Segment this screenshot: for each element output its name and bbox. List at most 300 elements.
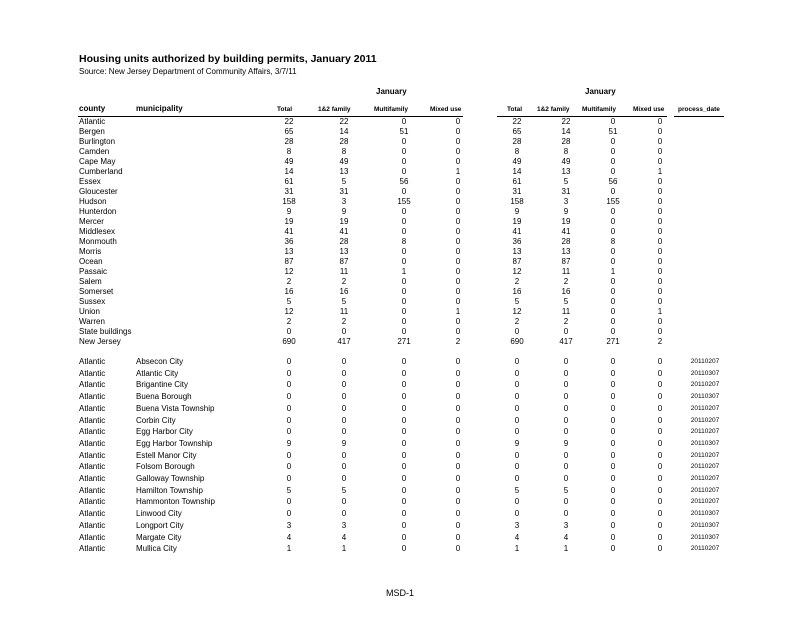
value-cell: 0 xyxy=(401,327,407,336)
value-cell: 0 xyxy=(657,327,663,336)
value-cell: 2 xyxy=(514,317,520,326)
group-label-january-1: January xyxy=(376,87,407,96)
header-multifamily-2: Multifamily xyxy=(582,106,616,113)
value-cell: 41 xyxy=(512,227,522,236)
header-total-1: Total xyxy=(277,106,293,113)
value-cell: 0 xyxy=(401,450,407,460)
value-cell: 690 xyxy=(510,337,524,346)
process-date: 20110307 xyxy=(690,439,720,447)
value-cell: 0 xyxy=(341,450,347,460)
value-cell: 0 xyxy=(455,368,461,378)
value-cell: 0 xyxy=(401,257,407,266)
value-cell: 0 xyxy=(455,127,461,136)
value-cell: 12 xyxy=(512,307,522,316)
value-cell: 8 xyxy=(514,147,520,156)
value-cell: 0 xyxy=(455,532,461,542)
county-name: Atlantic xyxy=(79,117,106,126)
county-name: Camden xyxy=(79,147,110,156)
value-cell: 0 xyxy=(514,403,520,413)
value-cell: 0 xyxy=(401,544,407,554)
value-cell: 0 xyxy=(455,497,461,507)
process-date: 20110307 xyxy=(690,521,720,529)
value-cell: 12 xyxy=(284,307,294,316)
value-cell: 0 xyxy=(610,277,616,286)
process-date: 20110307 xyxy=(690,533,720,541)
value-cell: 3 xyxy=(514,520,520,530)
value-cell: 0 xyxy=(610,287,616,296)
county-name: Union xyxy=(79,307,100,316)
county-name: Hudson xyxy=(79,197,107,206)
county-name: Morris xyxy=(79,247,102,256)
value-cell: 61 xyxy=(284,177,294,186)
value-cell: 0 xyxy=(610,368,616,378)
value-cell: 0 xyxy=(514,450,520,460)
value-cell: 22 xyxy=(561,117,571,126)
value-cell: 0 xyxy=(455,197,461,206)
value-cell: 0 xyxy=(610,227,616,236)
value-cell: 2 xyxy=(563,317,569,326)
value-cell: 0 xyxy=(563,392,569,402)
value-cell: 0 xyxy=(455,227,461,236)
value-cell: 5 xyxy=(563,485,569,495)
value-cell: 0 xyxy=(514,474,520,483)
municipal-row xyxy=(0,427,800,437)
process-date: 20110207 xyxy=(690,358,720,365)
value-cell: 9 xyxy=(341,438,347,448)
municipal-row xyxy=(0,521,800,531)
value-cell: 0 xyxy=(401,157,407,166)
value-cell: 0 xyxy=(455,450,461,460)
value-cell: 0 xyxy=(514,415,520,425)
value-cell: 1 xyxy=(341,544,347,554)
value-cell: 8 xyxy=(341,147,347,156)
value-cell: 0 xyxy=(610,137,616,146)
value-cell: 28 xyxy=(339,137,349,146)
value-cell: 0 xyxy=(657,227,663,236)
value-cell: 2 xyxy=(563,277,569,286)
value-cell: 0 xyxy=(657,187,663,196)
county-name: New Jersey xyxy=(79,337,121,346)
municipality-name: Mullica City xyxy=(136,544,177,554)
value-cell: 0 xyxy=(455,247,461,256)
value-cell: 22 xyxy=(512,117,522,126)
county-row xyxy=(0,287,800,297)
value-cell: 0 xyxy=(563,368,569,378)
value-cell: 9 xyxy=(514,438,520,448)
header-1-2-family-2: 1&2 family xyxy=(537,106,570,113)
process-date: 20110207 xyxy=(690,428,720,436)
value-cell: 0 xyxy=(610,357,616,366)
value-cell: 0 xyxy=(610,307,616,316)
value-cell: 13 xyxy=(284,247,294,256)
value-cell: 8 xyxy=(401,237,407,246)
value-cell: 0 xyxy=(455,157,461,166)
municipal-row xyxy=(0,533,800,543)
value-cell: 5 xyxy=(563,177,569,186)
value-cell: 690 xyxy=(282,337,296,346)
value-cell: 0 xyxy=(401,485,407,495)
value-cell: 0 xyxy=(341,497,347,507)
value-cell: 0 xyxy=(657,532,663,542)
municipality-name: Egg Harbor City xyxy=(136,427,193,437)
value-cell: 12 xyxy=(284,267,294,276)
value-cell: 0 xyxy=(341,327,347,336)
value-cell: 0 xyxy=(657,267,663,276)
value-cell: 0 xyxy=(455,287,461,296)
value-cell: 16 xyxy=(512,287,522,296)
value-cell: 0 xyxy=(610,427,616,437)
value-cell: 0 xyxy=(610,187,616,196)
value-cell: 0 xyxy=(610,167,616,176)
value-cell: 0 xyxy=(563,462,569,472)
municipal-row xyxy=(0,439,800,449)
header-process-date: process_date xyxy=(678,106,720,113)
county-row xyxy=(0,327,800,337)
header-municipality: municipality xyxy=(136,104,183,113)
value-cell: 0 xyxy=(563,357,569,366)
municipal-row xyxy=(0,392,800,402)
header-1-2-family-1: 1&2 family xyxy=(318,106,351,113)
county-name: Atlantic xyxy=(79,520,106,530)
value-cell: 0 xyxy=(455,415,461,425)
municipal-row xyxy=(0,451,800,461)
value-cell: 0 xyxy=(610,217,616,226)
value-cell: 0 xyxy=(455,317,461,326)
municipal-row xyxy=(0,474,800,484)
municipal-row xyxy=(0,462,800,472)
value-cell: 2 xyxy=(657,337,663,346)
value-cell: 13 xyxy=(339,247,349,256)
value-cell: 0 xyxy=(455,474,461,483)
county-name: Gloucester xyxy=(79,187,118,196)
value-cell: 0 xyxy=(401,167,407,176)
value-cell: 0 xyxy=(563,450,569,460)
value-cell: 11 xyxy=(561,307,571,316)
value-cell: 49 xyxy=(561,157,571,166)
value-cell: 0 xyxy=(610,438,616,448)
value-cell: 31 xyxy=(339,187,349,196)
county-name: State buildings xyxy=(79,327,132,336)
value-cell: 0 xyxy=(401,532,407,542)
value-cell: 56 xyxy=(608,177,618,186)
value-cell: 22 xyxy=(284,117,294,126)
value-cell: 0 xyxy=(657,450,663,460)
value-cell: 22 xyxy=(339,117,349,126)
value-cell: 0 xyxy=(286,427,292,437)
value-cell: 0 xyxy=(657,177,663,186)
county-row xyxy=(0,257,800,267)
header-total-2: Total xyxy=(507,106,523,113)
county-row xyxy=(0,127,800,137)
value-cell: 0 xyxy=(657,147,663,156)
county-name: Passaic xyxy=(79,267,108,276)
county-name: Atlantic xyxy=(79,497,106,507)
value-cell: 14 xyxy=(561,127,571,136)
value-cell: 417 xyxy=(337,337,351,346)
value-cell: 49 xyxy=(284,157,294,166)
county-name: Atlantic xyxy=(79,532,106,542)
county-row xyxy=(0,227,800,237)
value-cell: 8 xyxy=(610,237,616,246)
value-cell: 3 xyxy=(341,520,347,530)
process-date: 20110207 xyxy=(690,498,720,506)
value-cell: 0 xyxy=(657,247,663,256)
county-name: Sussex xyxy=(79,297,106,306)
value-cell: 0 xyxy=(341,427,347,437)
value-cell: 19 xyxy=(561,217,571,226)
value-cell: 0 xyxy=(657,237,663,246)
value-cell: 31 xyxy=(561,187,571,196)
value-cell: 0 xyxy=(657,544,663,554)
value-cell: 0 xyxy=(610,415,616,425)
value-cell: 87 xyxy=(284,257,294,266)
value-cell: 9 xyxy=(514,207,520,216)
county-row xyxy=(0,117,800,127)
value-cell: 0 xyxy=(286,462,292,472)
value-cell: 3 xyxy=(286,520,292,530)
municipality-name: Folsom Borough xyxy=(136,462,195,472)
county-row xyxy=(0,277,800,287)
value-cell: 0 xyxy=(563,380,569,390)
value-cell: 0 xyxy=(401,520,407,530)
county-name: Atlantic xyxy=(79,450,106,460)
value-cell: 0 xyxy=(455,485,461,495)
county-name: Somerset xyxy=(79,287,114,296)
value-cell: 0 xyxy=(455,357,461,366)
value-cell: 0 xyxy=(455,207,461,216)
municipal-row xyxy=(0,544,800,554)
municipal-row xyxy=(0,380,800,390)
county-name: Atlantic xyxy=(79,474,106,483)
value-cell: 0 xyxy=(341,415,347,425)
municipality-name: Absecon City xyxy=(136,357,184,366)
value-cell: 13 xyxy=(339,167,349,176)
value-cell: 3 xyxy=(563,197,569,206)
municipality-name: Estell Manor City xyxy=(136,450,197,460)
value-cell: 0 xyxy=(401,317,407,326)
municipality-name: Longport City xyxy=(136,520,184,530)
value-cell: 155 xyxy=(397,197,411,206)
value-cell: 0 xyxy=(657,438,663,448)
value-cell: 51 xyxy=(399,127,409,136)
value-cell: 158 xyxy=(510,197,524,206)
county-row xyxy=(0,337,800,347)
value-cell: 11 xyxy=(339,307,349,316)
value-cell: 0 xyxy=(563,497,569,507)
value-cell: 0 xyxy=(401,137,407,146)
value-cell: 87 xyxy=(339,257,349,266)
county-row xyxy=(0,247,800,257)
value-cell: 0 xyxy=(514,327,520,336)
municipal-row xyxy=(0,509,800,519)
value-cell: 0 xyxy=(657,217,663,226)
value-cell: 14 xyxy=(284,167,294,176)
county-name: Ocean xyxy=(79,257,103,266)
municipal-row xyxy=(0,486,800,496)
value-cell: 0 xyxy=(455,462,461,472)
municipality-name: Atlantic City xyxy=(136,368,179,378)
value-cell: 0 xyxy=(610,380,616,390)
value-cell: 0 xyxy=(610,509,616,519)
value-cell: 0 xyxy=(514,509,520,519)
value-cell: 0 xyxy=(610,257,616,266)
value-cell: 0 xyxy=(563,403,569,413)
value-cell: 0 xyxy=(657,277,663,286)
value-cell: 5 xyxy=(286,485,292,495)
value-cell: 1 xyxy=(514,544,520,554)
county-name: Atlantic xyxy=(79,427,106,437)
value-cell: 0 xyxy=(286,327,292,336)
value-cell: 28 xyxy=(512,137,522,146)
process-date: 20110307 xyxy=(690,510,720,518)
county-name: Atlantic xyxy=(79,438,106,448)
value-cell: 5 xyxy=(563,297,569,306)
county-name: Atlantic xyxy=(79,392,106,402)
county-row xyxy=(0,157,800,167)
value-cell: 0 xyxy=(401,415,407,425)
value-cell: 0 xyxy=(341,392,347,402)
value-cell: 0 xyxy=(610,462,616,472)
value-cell: 2 xyxy=(286,317,292,326)
value-cell: 271 xyxy=(397,337,411,346)
value-cell: 4 xyxy=(341,532,347,542)
value-cell: 14 xyxy=(512,167,522,176)
county-row xyxy=(0,137,800,147)
page-title: Housing units authorized by building permits, January 2011 xyxy=(79,53,377,65)
header-mixed-use-1: Mixed use xyxy=(430,106,462,113)
value-cell: 0 xyxy=(563,474,569,483)
value-cell: 0 xyxy=(286,497,292,507)
value-cell: 19 xyxy=(284,217,294,226)
value-cell: 41 xyxy=(561,227,571,236)
value-cell: 0 xyxy=(401,277,407,286)
value-cell: 0 xyxy=(286,415,292,425)
value-cell: 0 xyxy=(610,117,616,126)
county-row xyxy=(0,267,800,277)
county-name: Cumberland xyxy=(79,167,123,176)
process-date: 20110207 xyxy=(690,486,720,494)
value-cell: 1 xyxy=(657,307,663,316)
value-cell: 0 xyxy=(610,247,616,256)
value-cell: 56 xyxy=(399,177,409,186)
value-cell: 155 xyxy=(606,197,620,206)
value-cell: 0 xyxy=(563,427,569,437)
value-cell: 0 xyxy=(657,520,663,530)
county-row xyxy=(0,197,800,207)
value-cell: 0 xyxy=(286,509,292,519)
value-cell: 0 xyxy=(455,427,461,437)
value-cell: 0 xyxy=(341,357,347,366)
municipality-name: Brigantine City xyxy=(136,380,189,390)
value-cell: 0 xyxy=(657,474,663,483)
county-name: Monmouth xyxy=(79,237,117,246)
value-cell: 0 xyxy=(286,357,292,366)
county-name: Essex xyxy=(79,177,101,186)
value-cell: 0 xyxy=(610,207,616,216)
process-date: 20110207 xyxy=(690,475,720,482)
value-cell: 0 xyxy=(455,509,461,519)
value-cell: 0 xyxy=(286,368,292,378)
county-row xyxy=(0,207,800,217)
value-cell: 9 xyxy=(286,207,292,216)
value-cell: 0 xyxy=(401,297,407,306)
county-name: Mercer xyxy=(79,217,104,226)
value-cell: 0 xyxy=(286,392,292,402)
value-cell: 0 xyxy=(455,177,461,186)
value-cell: 2 xyxy=(341,317,347,326)
value-cell: 16 xyxy=(561,287,571,296)
value-cell: 28 xyxy=(339,237,349,246)
value-cell: 0 xyxy=(401,497,407,507)
value-cell: 4 xyxy=(514,532,520,542)
municipal-row xyxy=(0,416,800,426)
value-cell: 28 xyxy=(561,237,571,246)
value-cell: 0 xyxy=(657,368,663,378)
value-cell: 0 xyxy=(401,147,407,156)
value-cell: 0 xyxy=(610,485,616,495)
value-cell: 13 xyxy=(561,167,571,176)
value-cell: 1 xyxy=(455,167,461,176)
value-cell: 0 xyxy=(514,357,520,366)
county-name: Bergen xyxy=(79,127,105,136)
header-multifamily-1: Multifamily xyxy=(374,106,408,113)
value-cell: 0 xyxy=(563,415,569,425)
value-cell: 0 xyxy=(455,257,461,266)
value-cell: 0 xyxy=(401,207,407,216)
process-date: 20110207 xyxy=(690,545,720,553)
value-cell: 8 xyxy=(563,147,569,156)
value-cell: 0 xyxy=(657,157,663,166)
value-cell: 13 xyxy=(512,247,522,256)
value-cell: 8 xyxy=(286,147,292,156)
value-cell: 0 xyxy=(341,462,347,472)
municipal-row xyxy=(0,404,800,414)
value-cell: 0 xyxy=(401,462,407,472)
value-cell: 0 xyxy=(455,392,461,402)
value-cell: 0 xyxy=(401,227,407,236)
county-row xyxy=(0,307,800,317)
value-cell: 0 xyxy=(286,474,292,483)
value-cell: 87 xyxy=(561,257,571,266)
value-cell: 0 xyxy=(657,317,663,326)
value-cell: 0 xyxy=(455,438,461,448)
value-cell: 12 xyxy=(512,267,522,276)
municipality-name: Margate City xyxy=(136,532,182,542)
value-cell: 0 xyxy=(657,357,663,366)
value-cell: 49 xyxy=(512,157,522,166)
value-cell: 2 xyxy=(514,277,520,286)
value-cell: 5 xyxy=(341,297,347,306)
value-cell: 28 xyxy=(284,137,294,146)
county-name: Atlantic xyxy=(79,380,106,390)
value-cell: 36 xyxy=(284,237,294,246)
municipal-row xyxy=(0,369,800,379)
value-cell: 0 xyxy=(657,509,663,519)
value-cell: 0 xyxy=(514,497,520,507)
value-cell: 1 xyxy=(286,544,292,554)
value-cell: 0 xyxy=(610,474,616,483)
value-cell: 0 xyxy=(341,403,347,413)
value-cell: 0 xyxy=(401,368,407,378)
value-cell: 1 xyxy=(455,307,461,316)
value-cell: 1 xyxy=(401,267,407,276)
process-date: 20110207 xyxy=(690,463,720,471)
value-cell: 51 xyxy=(608,127,618,136)
source-note: Source: New Jersey Department of Community Affairs, 3/7/11 xyxy=(79,67,297,76)
value-cell: 0 xyxy=(657,287,663,296)
value-cell: 0 xyxy=(401,427,407,437)
value-cell: 158 xyxy=(282,197,296,206)
